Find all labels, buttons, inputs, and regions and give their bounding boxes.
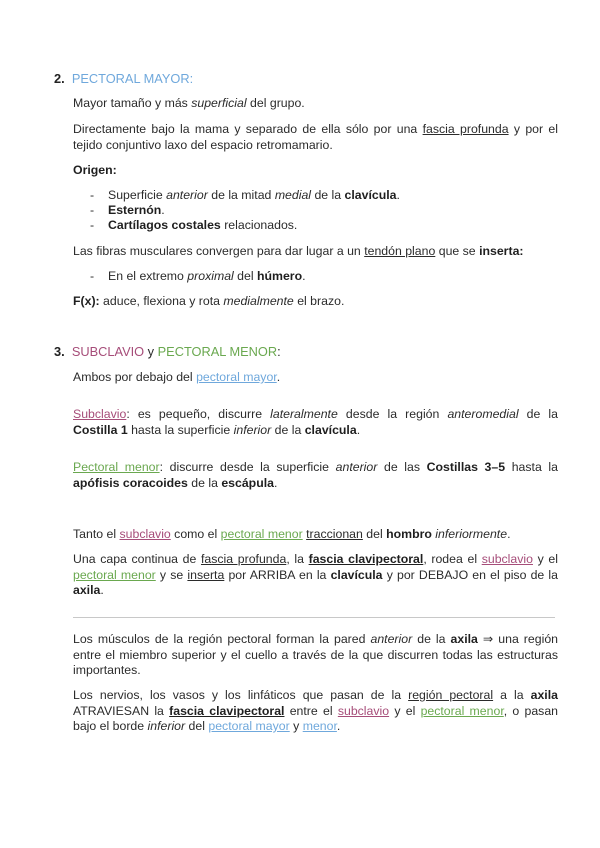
text-span: Costillas 3–5: [426, 460, 506, 474]
text-span: Los nervios, los vasos y los linfáticos que pasan de la: [73, 688, 409, 702]
text-span: Subclavio: [73, 407, 127, 421]
text-span: Los músculos de la región pectoral forman la pared: [73, 632, 371, 646]
text-span: como el: [170, 527, 221, 541]
subclavio-paragraph: [73, 407, 558, 438]
text-span: .: [396, 188, 400, 202]
text-span: escápula: [221, 475, 274, 490]
text-span: Tanto el: [73, 527, 120, 541]
text-span: hasta la superficie: [127, 422, 234, 437]
origin-label: [73, 163, 558, 179]
section-title: PECTORAL MAYOR:: [71, 71, 194, 86]
text-span: Costilla 1: [73, 422, 128, 437]
text-span: clavícula: [344, 188, 397, 202]
text-span: apófisis coracoides: [73, 475, 188, 490]
text-span: hasta la: [505, 460, 558, 474]
text-span: menor: [302, 719, 337, 733]
text-span: [108, 188, 400, 203]
text-span: región pectoral: [408, 688, 494, 702]
text-span: anteromedial: [447, 407, 519, 421]
text-span: : es pequeño, discurre: [126, 407, 271, 421]
text-span: y por el tejido conjuntivo laxo del espacio retromamario.: [73, 122, 558, 152]
section-number: 2.: [54, 71, 65, 86]
text-span: fascia clavipectoral: [308, 552, 424, 566]
text-span: .: [276, 370, 281, 384]
text-span: desde la región: [337, 407, 448, 421]
text-span: inserta:: [479, 244, 524, 258]
text-span: anterior: [166, 188, 208, 202]
text-span: Ambos por debajo del: [73, 370, 197, 384]
text-span: y por DEBAJO en el piso de la: [382, 567, 558, 582]
text-span: del: [185, 719, 209, 733]
text-span: En el extremo: [108, 269, 188, 283]
text-span: tendón plano: [364, 244, 436, 258]
text-span: -: [90, 218, 95, 232]
pectoral-menor-paragraph: [73, 460, 558, 491]
text-span: Cartílagos costales: [108, 218, 221, 232]
text-span: F(x):: [73, 294, 100, 308]
text-span: inserta: [187, 567, 225, 582]
text-span: -: [90, 269, 95, 283]
text-span: del grupo.: [246, 96, 305, 110]
text-span: del: [233, 269, 258, 283]
text-span: de las: [377, 460, 427, 474]
text-span: y se: [155, 567, 188, 582]
text-span: .: [336, 719, 341, 733]
text-span: y el: [532, 552, 558, 566]
text-span: -: [90, 188, 95, 202]
text-span: que se: [435, 244, 480, 258]
text-span: de la: [271, 422, 305, 437]
text-span: inferior: [233, 422, 272, 437]
text-span: pectoral menor: [420, 703, 504, 718]
text-span: fascia clavipectoral: [169, 703, 285, 718]
text-span: pectoral mayor: [208, 719, 290, 733]
text-span: Una capa continua de: [73, 552, 201, 566]
text-span: relacionados.: [220, 218, 298, 232]
text-span: y: [144, 344, 158, 359]
summary-paragraph: [73, 632, 558, 679]
text-span: y el: [389, 703, 421, 718]
text-span: Las fibras musculares convergen para dar lugar a un: [73, 244, 365, 258]
text-span: axila: [450, 632, 478, 646]
text-span: proximal: [187, 269, 234, 283]
text-span: .: [302, 269, 306, 283]
text-span: por ARRIBA en la: [224, 567, 331, 582]
paragraph: [73, 370, 558, 386]
text-span: [108, 218, 297, 233]
paragraph: [73, 96, 558, 112]
text-span: aduce, flexiona y rota: [99, 294, 224, 308]
paragraph: [73, 122, 558, 153]
text-span: subclavio: [337, 703, 390, 718]
text-span: medial: [274, 188, 312, 202]
text-span: Superficie: [108, 188, 167, 202]
section-2-heading: [54, 71, 193, 86]
section-number: 3.: [54, 344, 65, 359]
paragraph: [73, 244, 558, 260]
text-span: entre el: [284, 703, 338, 718]
text-span: superficial: [191, 96, 247, 110]
text-span: .: [161, 203, 165, 217]
text-span: .: [273, 475, 278, 490]
text-span: , la: [286, 552, 309, 566]
text-span: de la mitad: [207, 188, 275, 202]
text-span: Pectoral menor: [73, 460, 160, 474]
text-span: : discurre desde la superficie: [159, 460, 336, 474]
text-span: :: [277, 344, 281, 359]
text-span: Origen:: [73, 163, 117, 177]
text-span: el brazo.: [293, 294, 345, 308]
text-span: medialmente: [223, 294, 294, 308]
text-span: del: [362, 527, 387, 541]
text-span: pectoral menor: [73, 567, 156, 582]
summary-paragraph: [73, 688, 558, 735]
paragraph: [73, 552, 558, 599]
text-span: .: [507, 527, 511, 541]
text-span: traccionan: [306, 527, 363, 541]
text-span: a la: [493, 688, 531, 702]
text-span: , rodea el: [423, 552, 482, 566]
text-span: clavícula: [304, 422, 357, 437]
divider: [73, 617, 555, 618]
text-span: de la: [187, 475, 222, 490]
text-span: de la: [311, 188, 345, 202]
text-span: inferiormente: [435, 527, 508, 541]
text-span: -: [90, 203, 95, 217]
text-span: subclavio: [481, 552, 533, 566]
text-span: Esternón: [108, 203, 162, 217]
text-span: .: [100, 583, 104, 597]
text-span: pectoral mayor: [196, 370, 277, 384]
text-span: de la: [518, 407, 558, 421]
text-span: ⇒ una región entre el miembro superior y el cuello a través de la que discurren todas las estructuras importantes.: [73, 632, 558, 677]
text-span: fascia profunda: [422, 122, 509, 136]
text-span: SUBCLAVIO: [71, 344, 145, 359]
text-span: ATRAVIESAN la: [73, 703, 170, 718]
text-span: clavícula: [330, 567, 383, 582]
text-span: , o pasan bajo el borde: [73, 703, 559, 733]
text-span: axila: [73, 583, 101, 597]
text-span: Mayor tamaño y más: [73, 96, 192, 110]
text-span: subclavio: [119, 527, 171, 541]
text-span: y: [289, 719, 303, 733]
function-line: [73, 294, 558, 310]
text-span: anterior: [335, 460, 378, 474]
text-span: [108, 203, 165, 218]
text-span: inferior: [147, 719, 186, 733]
text-span: .: [356, 422, 361, 437]
text-span: hombro: [386, 527, 432, 541]
section-3-heading: [54, 344, 281, 359]
text-span: axila: [530, 688, 558, 702]
text-span: [108, 269, 306, 284]
text-span: de la: [412, 632, 451, 646]
text-span: húmero: [257, 269, 303, 283]
text-span: lateralmente: [270, 407, 338, 421]
text-span: anterior: [370, 632, 413, 646]
text-span: fascia profunda: [200, 552, 287, 566]
text-span: Directamente bajo la mama y separado de ella sólo por una: [73, 122, 423, 136]
text-span: pectoral menor: [220, 527, 303, 541]
text-span: PECTORAL MENOR: [157, 344, 278, 359]
paragraph: [73, 527, 558, 543]
